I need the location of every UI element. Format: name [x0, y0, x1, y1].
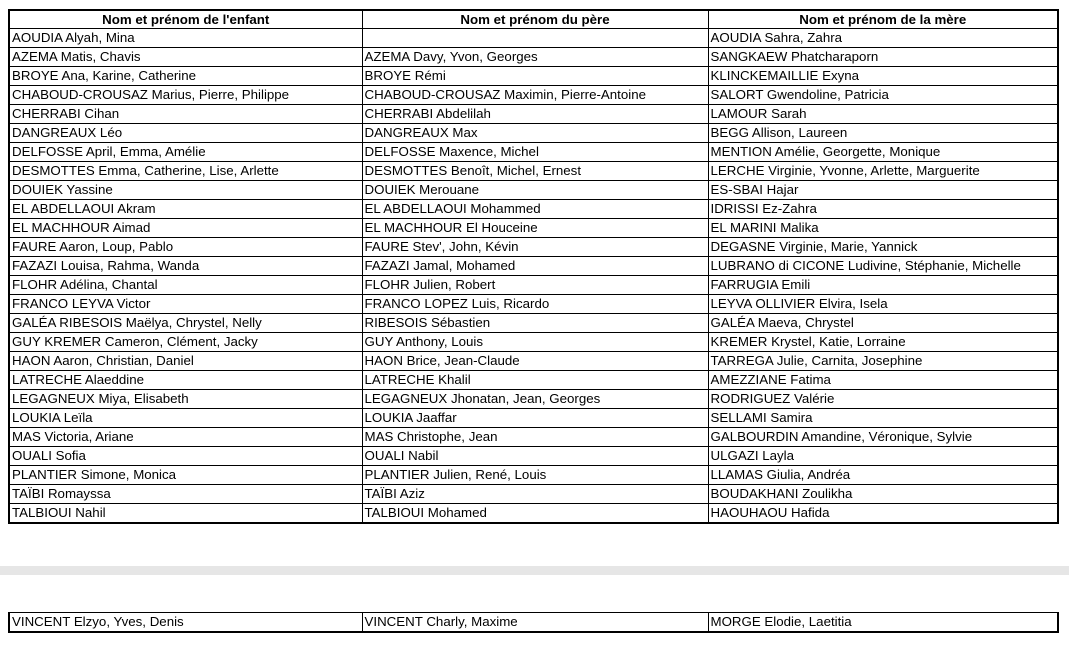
mother-name-cell: LUBRANO di CICONE Ludivine, Stéphanie, Michelle — [708, 257, 1058, 276]
father-name-cell: CHERRABI Abdelilah — [362, 105, 708, 124]
birth-register-table — [8, 9, 1059, 524]
table-row — [9, 200, 1058, 219]
child-name-cell: GALÉA RIBESOIS Maëlya, Chrystel, Nelly — [9, 314, 362, 333]
mother-name-cell: EL MARINI Malika — [708, 219, 1058, 238]
child-name-cell: LEGAGNEUX Miya, Elisabeth — [9, 390, 362, 409]
father-name-cell: DANGREAUX Max — [362, 124, 708, 143]
father-name-cell: VINCENT Charly, Maxime — [362, 613, 708, 633]
table-row — [9, 504, 1058, 524]
child-name-cell: AOUDIA Alyah, Mina — [9, 29, 362, 48]
father-name-cell — [362, 29, 708, 48]
table-body — [9, 29, 1058, 524]
mother-name-cell: AMEZZIANE Fatima — [708, 371, 1058, 390]
child-name-cell: EL MACHHOUR Aimad — [9, 219, 362, 238]
father-name-cell: DOUIEK Merouane — [362, 181, 708, 200]
page-break-divider — [0, 566, 1069, 575]
table-row — [9, 295, 1058, 314]
mother-name-cell: RODRIGUEZ Valérie — [708, 390, 1058, 409]
father-name-cell: LATRECHE Khalil — [362, 371, 708, 390]
father-name-cell: DESMOTTES Benoît, Michel, Ernest — [362, 162, 708, 181]
header-row — [9, 10, 1058, 29]
table-row — [9, 466, 1058, 485]
table-row — [9, 48, 1058, 67]
mother-name-cell: KLINCKEMAILLIE Exyna — [708, 67, 1058, 86]
father-name-cell: TAÏBI Aziz — [362, 485, 708, 504]
table-row — [9, 314, 1058, 333]
mother-name-cell: FARRUGIA Emili — [708, 276, 1058, 295]
child-name-cell: PLANTIER Simone, Monica — [9, 466, 362, 485]
child-name-cell: CHABOUD-CROUSAZ Marius, Pierre, Philippe — [9, 86, 362, 105]
table-row — [9, 485, 1058, 504]
table-row — [9, 409, 1058, 428]
father-name-cell: LEGAGNEUX Jhonatan, Jean, Georges — [362, 390, 708, 409]
mother-name-cell: GALÉA Maeva, Chrystel — [708, 314, 1058, 333]
table-row — [9, 447, 1058, 466]
table-row — [9, 124, 1058, 143]
child-name-cell: DOUIEK Yassine — [9, 181, 362, 200]
mother-name-cell: IDRISSI Ez-Zahra — [708, 200, 1058, 219]
father-name-cell: EL MACHHOUR El Houceine — [362, 219, 708, 238]
table-row — [9, 29, 1058, 48]
child-name-cell: HAON Aaron, Christian, Daniel — [9, 352, 362, 371]
father-name-cell: OUALI Nabil — [362, 447, 708, 466]
mother-name-cell: SELLAMI Samira — [708, 409, 1058, 428]
table-row — [9, 105, 1058, 124]
father-name-cell: AZEMA Davy, Yvon, Georges — [362, 48, 708, 67]
mother-name-cell: AOUDIA Sahra, Zahra — [708, 29, 1058, 48]
table-row — [9, 219, 1058, 238]
father-name-cell: BROYE Rémi — [362, 67, 708, 86]
father-name-cell: TALBIOUI Mohamed — [362, 504, 708, 524]
table-row — [9, 143, 1058, 162]
child-name-cell: DELFOSSE April, Emma, Amélie — [9, 143, 362, 162]
father-name-cell: PLANTIER Julien, René, Louis — [362, 466, 708, 485]
next-page-body — [9, 613, 1058, 633]
father-name-cell: FAZAZI Jamal, Mohamed — [362, 257, 708, 276]
child-name-cell: LOUKIA Leïla — [9, 409, 362, 428]
mother-name-cell: LLAMAS Giulia, Andréa — [708, 466, 1058, 485]
mother-name-cell: LERCHE Virginie, Yvonne, Arlette, Marguerite — [708, 162, 1058, 181]
father-name-cell: GUY Anthony, Louis — [362, 333, 708, 352]
father-name-cell: HAON Brice, Jean-Claude — [362, 352, 708, 371]
table-row — [9, 67, 1058, 86]
child-name-cell: BROYE Ana, Karine, Catherine — [9, 67, 362, 86]
child-name-cell: CHERRABI Cihan — [9, 105, 362, 124]
father-name-cell: DELFOSSE Maxence, Michel — [362, 143, 708, 162]
child-name-cell: FRANCO LEYVA Victor — [9, 295, 362, 314]
mother-name-cell: HAOUHAOU Hafida — [708, 504, 1058, 524]
mother-name-cell: GALBOURDIN Amandine, Véronique, Sylvie — [708, 428, 1058, 447]
child-name-cell: AZEMA Matis, Chavis — [9, 48, 362, 67]
child-name-cell: FLOHR Adélina, Chantal — [9, 276, 362, 295]
table-row — [9, 613, 1058, 633]
table-row — [9, 390, 1058, 409]
mother-name-cell: SANGKAEW Phatcharaporn — [708, 48, 1058, 67]
table-row — [9, 371, 1058, 390]
table-row — [9, 276, 1058, 295]
mother-name-cell: BEGG Allison, Laureen — [708, 124, 1058, 143]
father-name-cell: RIBESOIS Sébastien — [362, 314, 708, 333]
child-name-cell: TAÏBI Romayssa — [9, 485, 362, 504]
mother-name-cell: KREMER Krystel, Katie, Lorraine — [708, 333, 1058, 352]
table-row — [9, 181, 1058, 200]
father-name-cell: FRANCO LOPEZ Luis, Ricardo — [362, 295, 708, 314]
table-row — [9, 352, 1058, 371]
mother-name-cell: DEGASNE Virginie, Marie, Yannick — [708, 238, 1058, 257]
child-name-cell: FAZAZI Louisa, Rahma, Wanda — [9, 257, 362, 276]
header-father: Nom et prénom du père — [362, 10, 708, 29]
child-name-cell: OUALI Sofia — [9, 447, 362, 466]
child-name-cell: EL ABDELLAOUI Akram — [9, 200, 362, 219]
table-row — [9, 333, 1058, 352]
child-name-cell: TALBIOUI Nahil — [9, 504, 362, 524]
table-row — [9, 86, 1058, 105]
table-row — [9, 238, 1058, 257]
header-child: Nom et prénom de l'enfant — [9, 10, 362, 29]
child-name-cell: GUY KREMER Cameron, Clément, Jacky — [9, 333, 362, 352]
mother-name-cell: ES-SBAI Hajar — [708, 181, 1058, 200]
mother-name-cell: BOUDAKHANI Zoulikha — [708, 485, 1058, 504]
child-name-cell: VINCENT Elzyo, Yves, Denis — [9, 613, 362, 633]
mother-name-cell: LAMOUR Sarah — [708, 105, 1058, 124]
child-name-cell: DANGREAUX Léo — [9, 124, 362, 143]
child-name-cell: MAS Victoria, Ariane — [9, 428, 362, 447]
father-name-cell: LOUKIA Jaaffar — [362, 409, 708, 428]
father-name-cell: MAS Christophe, Jean — [362, 428, 708, 447]
table-row — [9, 428, 1058, 447]
father-name-cell: FAURE Stev', John, Kévin — [362, 238, 708, 257]
mother-name-cell: MORGE Elodie, Laetitia — [708, 613, 1058, 633]
child-name-cell: FAURE Aaron, Loup, Pablo — [9, 238, 362, 257]
mother-name-cell: TARREGA Julie, Carnita, Josephine — [708, 352, 1058, 371]
table-row — [9, 257, 1058, 276]
father-name-cell: EL ABDELLAOUI Mohammed — [362, 200, 708, 219]
mother-name-cell: ULGAZI Layla — [708, 447, 1058, 466]
header-mother: Nom et prénom de la mère — [708, 10, 1058, 29]
father-name-cell: CHABOUD-CROUSAZ Maximin, Pierre-Antoine — [362, 86, 708, 105]
next-page-table — [8, 612, 1059, 633]
mother-name-cell: MENTION Amélie, Georgette, Monique — [708, 143, 1058, 162]
mother-name-cell: LEYVA OLLIVIER Elvira, Isela — [708, 295, 1058, 314]
child-name-cell: DESMOTTES Emma, Catherine, Lise, Arlette — [9, 162, 362, 181]
table-row — [9, 162, 1058, 181]
father-name-cell: FLOHR Julien, Robert — [362, 276, 708, 295]
mother-name-cell: SALORT Gwendoline, Patricia — [708, 86, 1058, 105]
child-name-cell: LATRECHE Alaeddine — [9, 371, 362, 390]
